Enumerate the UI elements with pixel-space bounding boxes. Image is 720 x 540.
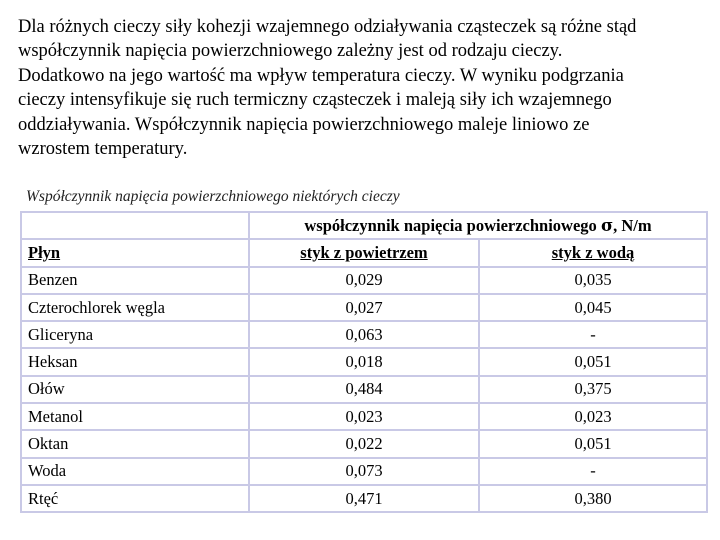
value-water: 0,380 [479, 485, 707, 512]
value-air: 0,022 [249, 430, 479, 457]
value-water: 0,023 [479, 403, 707, 430]
fluid-name: Metanol [21, 403, 249, 430]
paragraph-line: Dodatkowo na jego wartość ma wpływ temperatura cieczy. W wyniku podgrzania [18, 65, 624, 86]
table-group-header-row [21, 212, 707, 239]
sigma-symbol: σ [600, 215, 614, 235]
fluid-name: Czterochlorek węgla [21, 294, 249, 321]
group-header [249, 212, 707, 239]
fluid-name: Heksan [21, 348, 249, 375]
value-water: 0,045 [479, 294, 707, 321]
value-air: 0,018 [249, 348, 479, 375]
value-water: 0,035 [479, 267, 707, 294]
column-header-air: styk z powietrzem [249, 239, 479, 266]
value-water: - [479, 321, 707, 348]
table-row [21, 348, 707, 375]
value-water: 0,051 [479, 430, 707, 457]
fluid-name: Woda [21, 458, 249, 485]
surface-tension-table [20, 211, 708, 513]
table-row [21, 294, 707, 321]
column-header-water: styk z wodą [479, 239, 707, 266]
table-row [21, 376, 707, 403]
value-air: 0,063 [249, 321, 479, 348]
fluid-name: Gliceryna [21, 321, 249, 348]
paragraph-line: wzrostem temperatury. [18, 139, 188, 160]
value-water: 0,375 [479, 376, 707, 403]
paragraph-line: oddziaływania. Współczynnik napięcia powierzchniowego maleje liniowo ze [18, 114, 590, 135]
table-row [21, 267, 707, 294]
table-caption: Współczynnik napięcia powierzchniowego niektórych cieczy [26, 188, 400, 205]
value-air: 0,073 [249, 458, 479, 485]
fluid-name: Benzen [21, 267, 249, 294]
paragraph-line: współczynnik napięcia powierzchniowego zależny jest od rodzaju cieczy. [18, 41, 563, 62]
column-header-fluid: Płyn [21, 239, 249, 266]
intro-paragraph [18, 15, 708, 161]
value-water: - [479, 458, 707, 485]
table-row [21, 403, 707, 430]
value-air: 0,027 [249, 294, 479, 321]
value-air: 0,029 [249, 267, 479, 294]
fluid-name: Rtęć [21, 485, 249, 512]
table-row [21, 321, 707, 348]
value-air: 0,484 [249, 376, 479, 403]
paragraph-line: Dla różnych cieczy siły kohezji wzajemnego odziaływania cząsteczek są różne stąd [18, 17, 637, 37]
fluid-name: Oktan [21, 430, 249, 457]
value-air: 0,471 [249, 485, 479, 512]
table-row [21, 485, 707, 512]
table-column-header-row [21, 239, 707, 266]
group-header-unit: , N/m [613, 215, 652, 235]
fluid-name: Ołów [21, 376, 249, 403]
group-header-text: współczynnik napięcia powierzchniowego [304, 215, 601, 235]
empty-header-cell [21, 212, 249, 239]
paragraph-line: cieczy intensyfikuje się ruch termiczny cząsteczek i maleją siły ich wzajemnego [18, 90, 612, 111]
table-row [21, 430, 707, 457]
value-air: 0,023 [249, 403, 479, 430]
value-water: 0,051 [479, 348, 707, 375]
table-row [21, 458, 707, 485]
